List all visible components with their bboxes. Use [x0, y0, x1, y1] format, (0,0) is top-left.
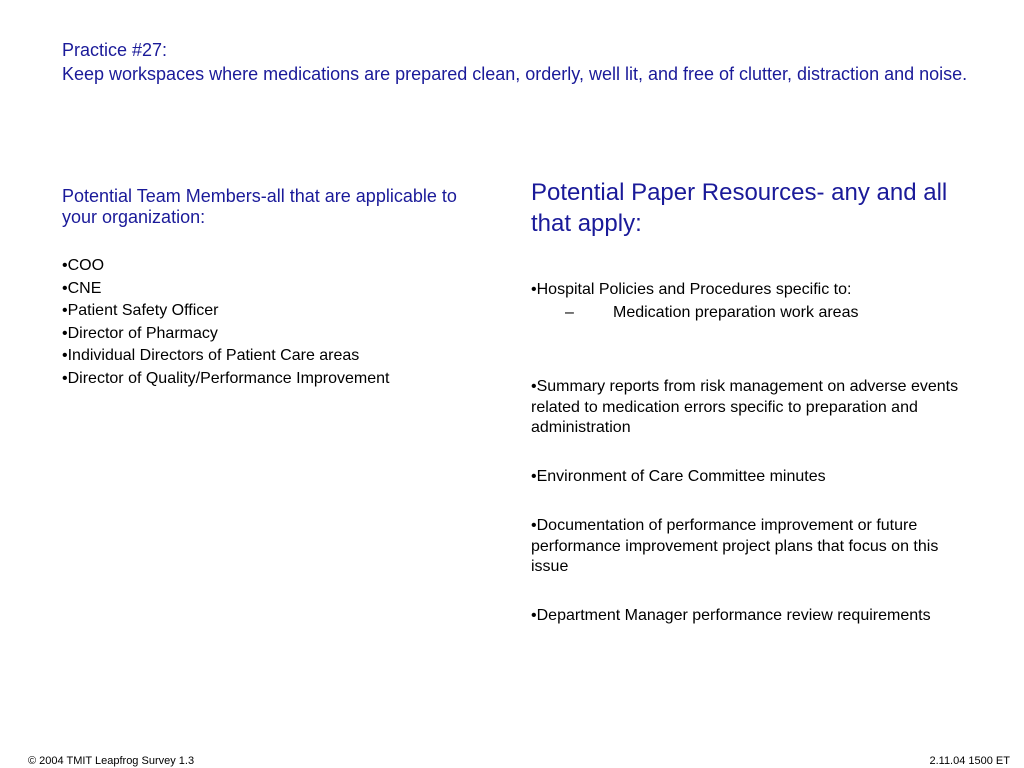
resource-item-documentation: • Documentation of performance improvement or future performance improvement project plans that focus on this issue [531, 516, 971, 578]
team-members-heading: Potential Team Members-all that are applicable to your organization: [62, 186, 457, 227]
list-item: • Director of Pharmacy [62, 323, 502, 346]
resource-item-department-manager: • Department Manager performance review requirements [531, 606, 991, 627]
footer-date: 2.11.04 1500 ET [929, 755, 1010, 767]
practice-number: Practice #27: [62, 40, 168, 60]
list-item: • Patient Safety Officer [62, 300, 502, 323]
list-item: • Individual Directors of Patient Care areas [62, 345, 502, 368]
resource-item-environment: • Environment of Care Committee minutes [531, 467, 971, 488]
slide-title [62, 38, 982, 86]
paper-resources-heading: Potential Paper Resources- any and all that apply: [531, 179, 948, 237]
team-members-list [62, 255, 502, 391]
resource-item-policies: • Hospital Policies and Procedures specific to: [531, 280, 971, 301]
resource-subitem [565, 302, 965, 324]
list-item: • COO [62, 255, 502, 278]
list-item: • CNE [62, 278, 502, 301]
dash-marker: – [565, 304, 574, 321]
practice-description: Keep workspaces where medications are prepared clean, orderly, well lit, and free of clutter, distraction and noise. [62, 64, 968, 84]
list-item: • Director of Quality/Performance Improvement [62, 368, 502, 391]
resource-subitem-label: Medication preparation work areas [613, 304, 859, 321]
footer-copyright: © 2004 TMIT Leapfrog Survey 1.3 [28, 755, 195, 767]
resource-item-summary-reports: • Summary reports from risk management on adverse events related to medication errors specific to preparation and administration [531, 377, 971, 439]
